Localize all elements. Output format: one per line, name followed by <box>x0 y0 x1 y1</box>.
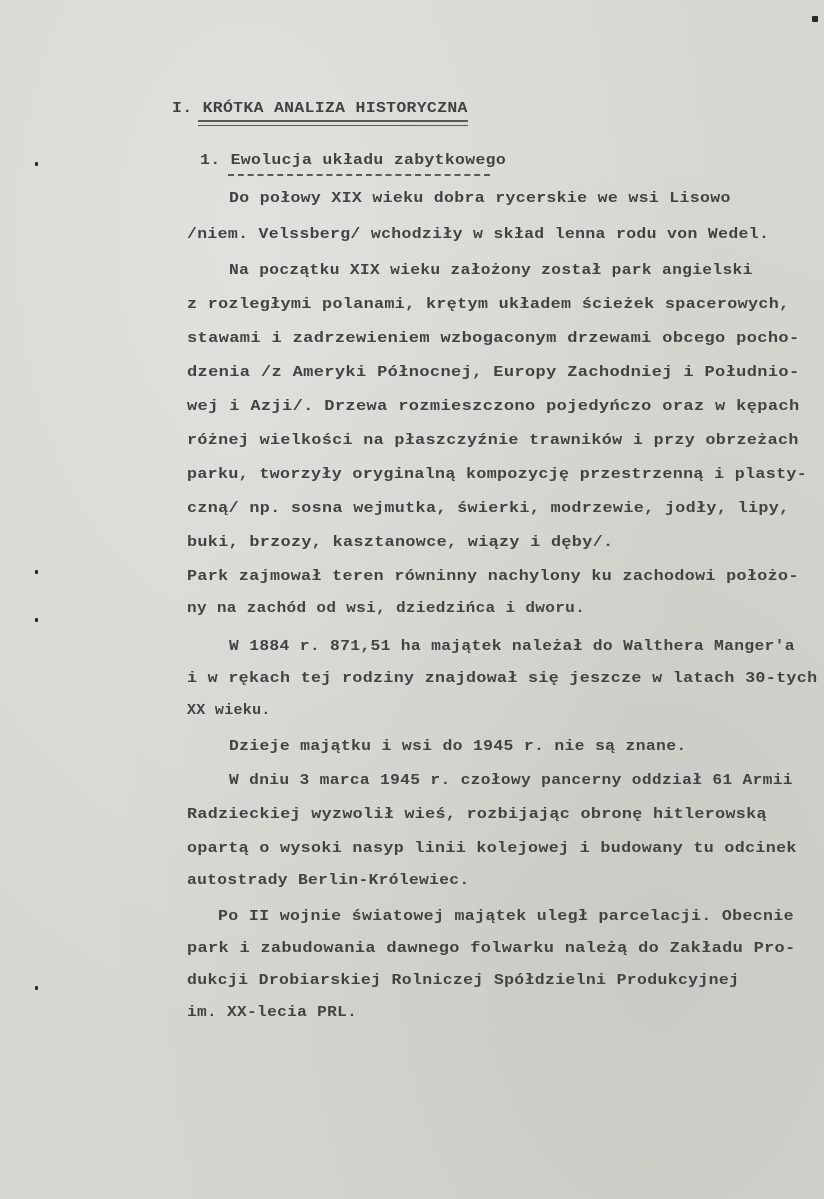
text-line: W 1884 r. 871,51 ha majątek należał do Walthera Manger'a <box>229 638 795 655</box>
margin-mark <box>35 162 38 166</box>
section-heading: I. KRÓTKA ANALIZA HISTORYCZNA <box>172 100 468 117</box>
text-line: z rozległymi polanami, krętym układem ścieżek spacerowych, <box>187 296 790 313</box>
text-line: autostrady Berlin-Królewiec. <box>187 872 470 889</box>
text-line: XX wieku. <box>187 702 271 719</box>
heading-underline <box>198 120 468 122</box>
text-line: Dzieje majątku i wsi do 1945 r. nie są znane. <box>229 738 687 755</box>
text-line: czną/ np. sosna wejmutka, świerki, modrzewie, jodły, lipy, <box>187 500 790 517</box>
text-line: W dniu 3 marca 1945 r. czołowy pancerny oddział 61 Armii <box>229 772 793 789</box>
text-line: dzenia /z Ameryki Północnej, Europy Zachodniej i Południo- <box>187 364 800 381</box>
text-line: wej i Azji/. Drzewa rozmieszczono pojedyńczo oraz w kępach <box>187 398 800 415</box>
heading-underline-2 <box>198 125 468 126</box>
subsection-heading: 1. Ewolucja układu zabytkowego <box>200 152 507 169</box>
text-line: stawami i zadrzewieniem wzbogaconym drzewami obcego pocho- <box>187 330 800 347</box>
text-line: opartą o wysoki nasyp linii kolejowej i budowany tu odcinek <box>187 840 797 857</box>
text-line: buki, brzozy, kasztanowce, wiązy i dęby/. <box>187 534 614 551</box>
text-line: parku, tworzyły oryginalną kompozycję przestrzenną i plasty- <box>187 466 808 483</box>
text-line: Park zajmował teren równinny nachylony ku zachodowi położo- <box>187 568 799 585</box>
text-line: i w rękach tej rodziny znajdował się jeszcze w latach 30-tych <box>187 670 818 687</box>
text-line: Radzieckiej wyzwolił wieś, rozbijając obronę hitlerowską <box>187 806 767 823</box>
margin-mark <box>35 986 38 990</box>
text-line: Na początku XIX wieku założony został park angielski <box>229 262 753 279</box>
margin-mark <box>812 16 818 22</box>
margin-mark <box>35 570 38 574</box>
text-line: Po II wojnie światowej majątek uległ parcelacji. Obecnie <box>218 908 794 925</box>
text-line: /niem. Velssberg/ wchodziły w skład lenna rodu von Wedel. <box>187 226 770 243</box>
text-line: park i zabudowania dawnego folwarku należą do Zakładu Pro- <box>187 940 796 957</box>
text-line: ny na zachód od wsi, dziedzińca i dworu. <box>187 600 586 617</box>
text-line: im. XX-lecia PRL. <box>187 1004 358 1021</box>
text-line: Do połowy XIX wieku dobra rycerskie we wsi Lisowo <box>229 190 731 207</box>
text-line: dukcji Drobiarskiej Rolniczej Spółdzielni Produkcyjnej <box>187 972 740 989</box>
margin-mark <box>35 618 38 622</box>
subheading-underline <box>228 174 490 176</box>
text-line: różnej wielkości na płaszczyźnie trawników i przy obrzeżach <box>187 432 799 449</box>
